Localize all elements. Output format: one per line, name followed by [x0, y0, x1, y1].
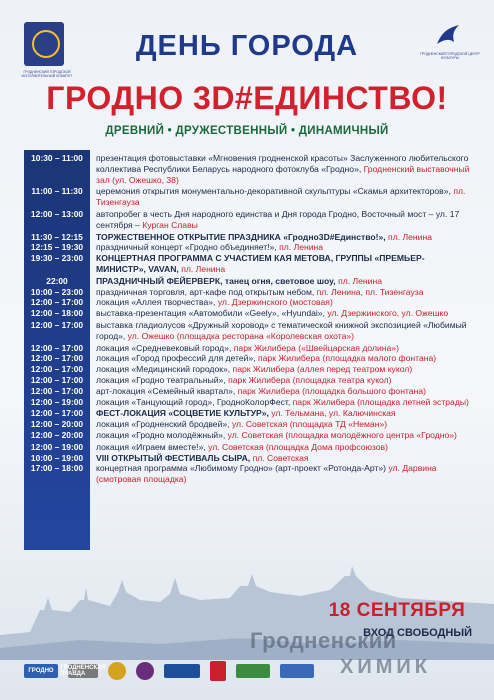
page-title: ДЕНЬ ГОРОДА: [135, 30, 359, 62]
schedule-time: 10:00 – 19:00: [30, 452, 84, 463]
schedule-row: [24, 276, 470, 287]
culture-center-caption: ГРОДНЕНСКИЙ ГОРОДСКОЙ ЦЕНТР КУЛЬТУРЫ: [420, 52, 480, 60]
schedule-row: [24, 242, 470, 253]
schedule-row: [24, 320, 470, 342]
schedule-row: [24, 343, 470, 354]
event-slogan: ГРОДНО 3D#ЕДИНСТВО!: [46, 80, 448, 116]
schedule-description: локация «Аллея творчества», ул. Дзержинского (мостовая): [96, 297, 333, 308]
schedule-row: [24, 386, 470, 397]
schedule-time: 12:00 – 17:00: [30, 374, 84, 385]
schedule-description: локация «Танцующий город», ГродноКолорФест, парк Жилибера (площадка летней эстрады): [96, 396, 469, 407]
schedule-row: [24, 209, 470, 231]
schedule-row: [24, 430, 470, 441]
schedule-description: презентация фотовыставки «Мгновения гродненской красоты» Заслуженного любительского коллектива Республики Беларусь народного фотоклуба «Гродно», Гродненский выставочный зал (ул. Ожешко, 38): [96, 153, 470, 185]
schedule-row: [24, 287, 470, 298]
sponsor-logos: [24, 656, 324, 686]
schedule-description: локация «Гродно театральный», парк Жилибера (площадка театра кукол): [96, 374, 392, 385]
schedule-time: 12:00 – 17:00: [30, 353, 84, 364]
schedule-time: 10:30 – 11:00: [31, 153, 83, 163]
schedule-time: 12:00 – 17:00: [30, 319, 84, 330]
schedule-description: выставка гладиолусов «Дружный хоровод» с тематической книжной экспозицией «Любимый город», ул. Ожешко (площадка ресторана «Королевская охота»): [96, 319, 467, 341]
schedule-time: 12:00 – 13:00: [30, 208, 84, 219]
schedule-description: локация «Играем вместе!», ул. Советская (площадка Дома профсоюзов): [96, 441, 388, 452]
schedule-description: локация «Медицинский городок», парк Жилибера (аллея перед театром кукол): [96, 364, 413, 375]
event-date: 18 СЕНТЯБРЯ: [328, 600, 466, 621]
sponsor-logo: [136, 662, 154, 680]
schedule-description: ТОРЖЕСТВЕННОЕ ОТКРЫТИЕ ПРАЗДНИКА «Гродно3D#Единство!», пл. Ленина: [96, 231, 432, 242]
schedule-time: 12:00 – 17:00: [30, 364, 84, 375]
schedule-list: [24, 153, 470, 485]
schedule-row: [24, 153, 470, 185]
schedule-time: 10:00 – 23:00: [30, 286, 84, 297]
schedule-description: локация «Средневековый город», парк Жилибера («Швейцарская долина»): [96, 342, 399, 353]
schedule-time: 12:00 – 19:00: [30, 441, 84, 452]
entry-notice: ВХОД СВОБОДНЫЙ: [363, 627, 472, 639]
schedule-description: арт-локация «Семейный квартал», парк Жилибера (площадка большого фонтана): [96, 385, 426, 396]
schedule-row: [24, 453, 470, 464]
schedule-time: 22:00: [46, 275, 68, 286]
schedule-time: 12:00 – 17:00: [30, 342, 84, 353]
sponsor-logo: [108, 662, 126, 680]
schedule-time: 12:00 – 17:00: [30, 408, 84, 419]
sponsor-logo: [280, 664, 314, 678]
schedule-description: автопробег в честь Дня народного единства и Дня города Гродно, Восточный мост – ул. 17 сентября – Курган Славы: [96, 208, 460, 230]
sponsor-logo: ГРОДНЕНСКАЯ ПРАВДА: [60, 665, 106, 677]
schedule-description: праздничный концерт «Гродно объединяет!», пл. Ленина: [96, 242, 324, 253]
schedule-time: 12:00 – 19:00: [30, 396, 84, 407]
schedule-time: 12:00 – 17:00: [30, 297, 84, 308]
schedule-description: церемония открытия монументально-декоративной скульптуры «Скамья архитекторов», пл. Тизенгауза: [96, 186, 466, 208]
schedule-time: 17:00 – 18:00: [30, 463, 84, 474]
schedule-time: 12:00 – 20:00: [30, 419, 84, 430]
schedule-description: концертная программа «Любимому Гродно» (арт-проект «Ротонда-Арт») ул. Дарвина (смотровая площадка): [96, 463, 437, 485]
schedule-time: 11:00 – 11:30: [31, 186, 83, 197]
watermark-text: Гродненский: [250, 628, 397, 653]
sponsor-logo: [210, 661, 226, 681]
schedule-row: [24, 364, 470, 375]
schedule-row: [24, 253, 470, 275]
schedule-row: [24, 353, 470, 364]
schedule-time: 12:15 – 19:30: [30, 242, 84, 253]
event-tagline: ДРЕВНИЙ • ДРУЖЕСТВЕННЫЙ • ДИНАМИЧНЫЙ: [105, 125, 389, 137]
watermark-text: ХИМИК: [340, 656, 431, 678]
schedule-row: [24, 442, 470, 453]
schedule-row: [24, 397, 470, 408]
schedule-description: локация «Гродно молодёжный», ул. Советская (площадка молодёжного центра «Гродно»): [96, 429, 457, 440]
schedule-time: 12:00 – 17:00: [30, 385, 84, 396]
schedule-description: выставка-презентация «Автомобили «Geely», «Hyundai», ул. Дзержинского, ул. Ожешко: [96, 308, 449, 319]
schedule-description: праздничная торговля, арт-кафе под открытым небом, пл. Ленина, пл. Тизенгауза: [96, 286, 424, 297]
schedule-description: VIII ОТКРЫТЫЙ ФЕСТИВАЛЬ СЫРА, пл. Советская: [96, 452, 309, 463]
city-committee-caption: ГРОДНЕНСКИЙ ГОРОДСКОЙ ИСПОЛНИТЕЛЬНЫЙ КОМИТЕТ: [21, 70, 73, 78]
schedule-time: 19:30 – 23:00: [30, 253, 84, 264]
schedule-description: локация «Город профессий для детей», парк Жилибера (площадка малого фонтана): [96, 353, 437, 364]
sponsor-logo: ГРОДНО: [24, 664, 58, 678]
schedule-row: [24, 463, 470, 485]
schedule-row: [24, 419, 470, 430]
schedule-row: [24, 375, 470, 386]
schedule-time: 11:30 – 12:15: [31, 231, 83, 242]
sponsor-logo: [236, 664, 270, 678]
schedule-time: 12:00 – 20:00: [30, 429, 84, 440]
schedule-description: ФЕСТ-ЛОКАЦИЯ «СОЦВЕТИЕ КУЛЬТУР», ул. Тельмана, ул. Калючинская: [96, 408, 396, 419]
schedule-description: КОНЦЕРТНАЯ ПРОГРАММА С УЧАСТИЕМ КАЯ МЕТОВА, ГРУППЫ «ПРЕМЬЕР-МИНИСТР», VAVAN, пл. Ленина: [96, 253, 425, 274]
schedule-row: [24, 232, 470, 243]
schedule-row: [24, 297, 470, 308]
schedule-time: 12:00 – 18:00: [30, 308, 84, 319]
schedule-row: [24, 408, 470, 419]
schedule-description: локация «Гродненский бродвей», ул. Советская (площадка ТД «Неман»): [96, 419, 388, 430]
schedule-description: ПРАЗДНИЧНЫЙ ФЕЙЕРВЕРК, танец огня, световое шоу, пл. Ленина: [96, 275, 382, 286]
schedule-row: [24, 186, 470, 208]
schedule-row: [24, 308, 470, 319]
sponsor-logo: [164, 664, 200, 678]
